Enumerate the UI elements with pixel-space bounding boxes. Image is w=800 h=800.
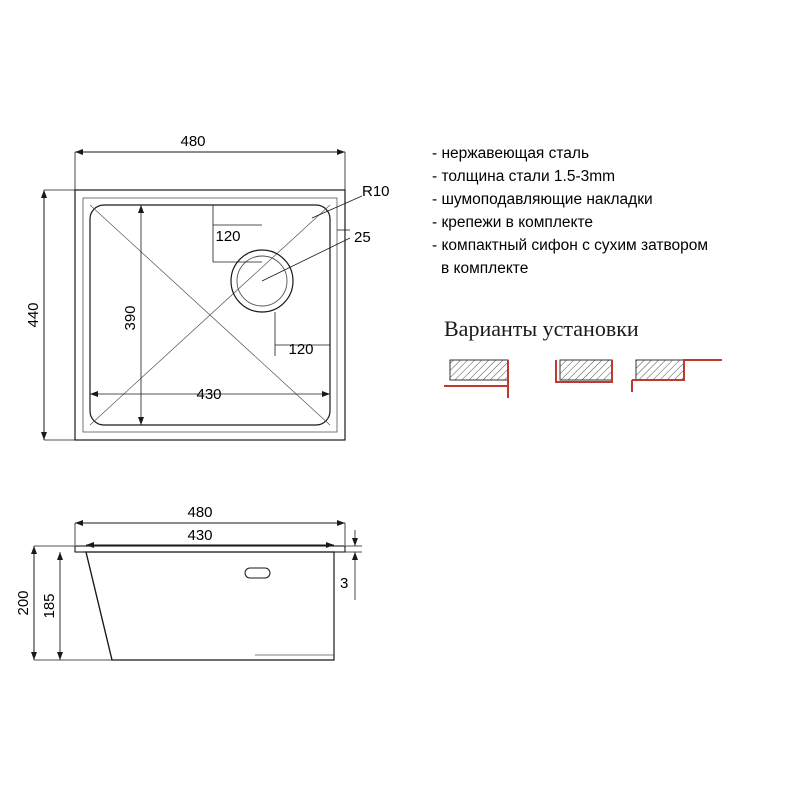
top-width-dimension (75, 133, 345, 190)
install-variant-undermount (556, 360, 612, 382)
feature-item: - крепежи в комплекте (432, 214, 593, 231)
front-total-height-dimension (15, 546, 112, 660)
drain-offset-y-label: 120 (215, 228, 241, 245)
front-bowl-body (86, 552, 334, 660)
feature-item: - шумоподавляющие накладки (432, 191, 653, 208)
top-height-dimension (25, 190, 75, 440)
front-bowl-depth-label: 185 (41, 593, 58, 619)
front-lip-thickness-label: 3 (340, 575, 349, 592)
drain-offset-x-label: 120 (288, 341, 314, 358)
feature-item: - нержавеющая сталь (432, 145, 590, 162)
install-variant-flush-counter (450, 360, 508, 380)
bowl-height-dimension (122, 205, 144, 425)
bowl-height-label: 390 (122, 305, 139, 331)
front-total-height-label: 200 (15, 590, 32, 616)
edge-width-label: 25 (354, 229, 371, 246)
front-inner-width-label: 430 (187, 527, 213, 544)
feature-item: - компактный сифон с сухим затвором (432, 237, 709, 254)
front-inner-width-dimension (86, 527, 334, 548)
install-variant-topmount (632, 360, 722, 392)
bowl-width-dimension (90, 386, 330, 403)
front-lip-thickness-dimension (340, 530, 362, 600)
feature-item: в комплекте (441, 260, 529, 277)
front-bowl-left-taper (86, 552, 112, 660)
install-variant-topmount-counter (636, 360, 684, 380)
bowl-width-label: 430 (196, 386, 222, 403)
overflow-slot (245, 568, 270, 578)
installation-variants-title: Варианты установки (444, 316, 639, 341)
install-variant-flush (444, 360, 508, 398)
corner-radius-callout (312, 183, 390, 218)
top-view-group (25, 133, 390, 440)
corner-radius-label: R10 (362, 183, 390, 200)
drain-offset-y-dimension (213, 205, 262, 245)
features-list (432, 142, 792, 280)
top-height-label: 440 (25, 302, 42, 328)
drain-offset-x-dimension (275, 312, 330, 358)
install-variant-undermount-counter (560, 360, 612, 380)
front-lip-outline (75, 546, 345, 552)
front-bowl-depth-dimension (41, 552, 63, 660)
front-view-group (15, 504, 362, 660)
top-width-label: 480 (180, 133, 206, 150)
front-width-label: 480 (187, 504, 213, 521)
feature-item: - толщина стали 1.5-3mm (432, 168, 616, 185)
